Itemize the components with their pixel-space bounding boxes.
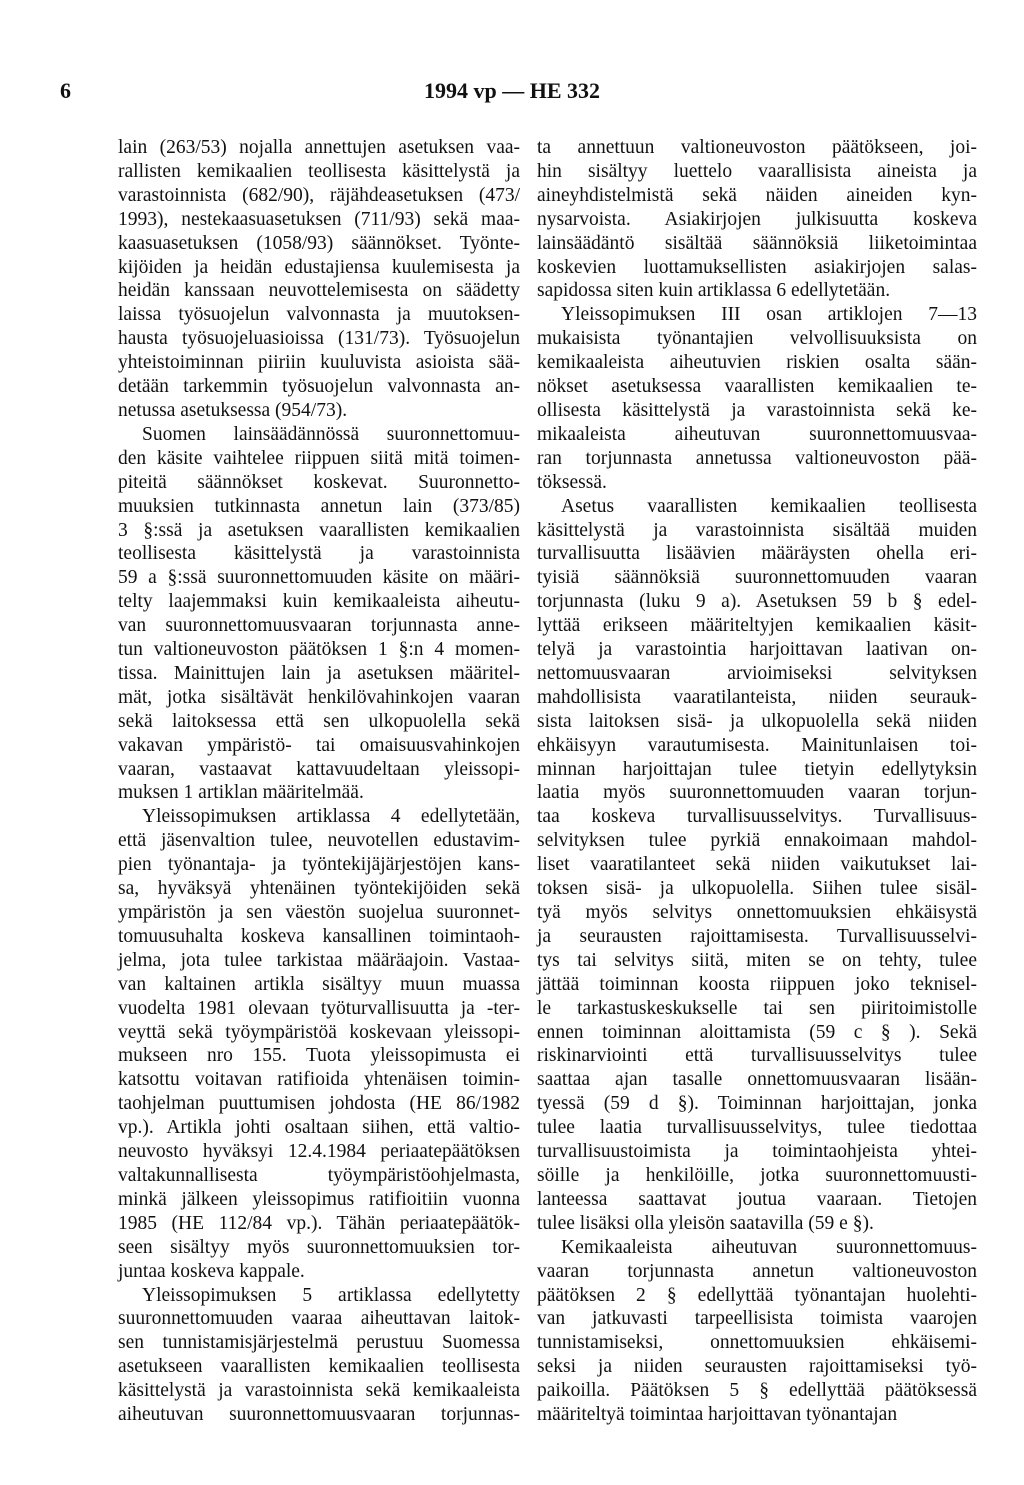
text-line: turvallisuustoimista ja toimintaohjeista yhtei- [537, 1141, 977, 1163]
text-line: ehkäisyyn varautumisesta. Mainitunlaisen toi- [537, 734, 977, 756]
text-line: lain (263/53) nojalla annettujen asetuksen vaa- [118, 137, 520, 158]
text-line: lainsäädäntö sisältää säännöksiä liiketoimintaa [537, 232, 977, 254]
text-line: koskevien luottamuksellisten asiakirjojen salas- [537, 256, 977, 278]
text-line: töksessä. [537, 471, 607, 493]
text-line: piteitä säännökset koskevat. Suuronnetto- [118, 471, 520, 493]
text-line: sa, hyväksyä yhtenäinen työntekijöiden sekä [118, 878, 520, 900]
text-line: mukaisista työnantajien velvollisuuksista on [537, 328, 977, 350]
text-line: suuronnettomuuden vaaraa aiheuttavan laitok- [118, 1308, 520, 1330]
text-line: laissa työsuojelun valvonnasta ja muutoksen- [118, 304, 520, 326]
text-line: 3 §:ssä ja asetuksen vaarallisten kemikaalien [118, 519, 520, 541]
text-line: aiheutuvan suuronnettomuusvaaran torjunnas- [118, 1404, 520, 1426]
text-line: muksen 1 artiklan määritelmää. [118, 782, 364, 804]
text-line: van suuronnettomuusvaaran torjunnasta anne- [118, 615, 520, 637]
text-line: sekä laitoksessa että sen ulkopuolella sekä [118, 710, 520, 732]
text-line: mukseen nro 155. Tuota yleissopimusta ei [118, 1045, 520, 1067]
text-line: käsittelystä ja varastoinnista sekä kemikaaleista [118, 1380, 520, 1402]
text-line: yhteistoiminnan piiriin kuuluvista asioista sää- [118, 352, 520, 374]
text-line: jelma, jota tulee tarkistaa määräajoin. Vastaa- [118, 949, 520, 971]
text-line: veyttä sekä työympäristöä koskevaan yleissopi- [118, 1021, 520, 1043]
text-line: sapidossa siten kuin artiklassa 6 edellytetään. [537, 280, 891, 302]
text-line: ollisesta käsittelystä ja varastoinnista sekä ke- [537, 399, 977, 421]
text-line: sen tunnistamisjärjestelmä perustuu Suomessa [118, 1332, 520, 1354]
text-line: varastoinnista (682/90), räjähdeasetuksen (473/ [118, 184, 520, 206]
text-line: mikaaleista aiheutuvan suuronnettomuusvaa- [537, 423, 977, 445]
text-line: ran torjunnasta annetussa valtioneuvoston pää- [537, 447, 977, 469]
text-line: juntaa koskeva kappale. [118, 1260, 305, 1282]
text-line: tunnistamiseksi, onnettomuuksien ehkäisemi- [537, 1332, 977, 1354]
text-line: neuvosto hyväksyi 12.4.1984 periaatepäätöksen [118, 1141, 520, 1163]
text-line: käsittelystä ja varastoinnista sisältää muiden [537, 519, 977, 541]
text-line: Yleissopimuksen 5 artiklassa edellytetty [142, 1284, 520, 1306]
text-line: mät, jotka sisältävät henkilövahinkojen vaaran [118, 686, 520, 708]
text-line: vp.). Artikla johti osaltaan siihen, että valtio- [118, 1117, 520, 1139]
text-line: kijöiden ja heidän edustajiensa kuulemisesta ja [118, 256, 520, 278]
text-line: lanteessa saattavat joutua vaaraan. Tietojen [537, 1188, 977, 1210]
text-line: 1985 (HE 112/84 vp.). Tähän periaatepäätök- [118, 1212, 520, 1234]
text-line: turvallisuutta lisäävien määräysten ohella eri- [537, 543, 977, 565]
text-line: katsottu voitavan ratifioida yhtenäisen toimin- [118, 1069, 520, 1091]
text-line: laatia myös suuronnettomuuden vaaran torjun- [537, 782, 977, 804]
text-line: jättää toiminnan koosta riippuen joko teknisel- [537, 973, 977, 995]
text-line: söille ja henkilöille, jotka suuronnettomuusti- [537, 1164, 977, 1186]
text-line: minnan harjoittajan tulee tietyin edellytyksin [537, 758, 977, 780]
text-line: kemikaaleista aiheutuvien riskien osalta sään- [537, 352, 977, 374]
text-line: netussa asetuksessa (954/73). [118, 399, 348, 421]
text-line: telyä ja varastointia harjoittavan laativan on- [537, 639, 977, 661]
text-line: tyä myös selvitys onnettomuuksien ehkäisystä [537, 902, 977, 923]
text-line: liset vaaratilanteet sekä niiden vaikutukset lai- [537, 854, 977, 876]
text-line: vaaran, vastaavat kattavuudeltaan yleissopi- [118, 758, 520, 780]
text-line: toksen sisä- ja ulkopuolella. Siihen tulee sisäl- [537, 878, 977, 900]
text-line: nysarvoista. Asiakirjojen julkisuutta koskeva [537, 208, 977, 230]
text-line: pien työnantaja- ja työntekijäjärjestöjen kans- [118, 854, 520, 876]
text-line: heidän kanssaan neuvottelemisesta on säädetty [118, 280, 520, 302]
left-text-column [118, 136, 520, 1427]
text-line: seksi ja niiden seurausten rajoittamiseksi työ- [537, 1356, 977, 1378]
text-line: tomuusuhalta koskeva kansallinen toimintaoh- [118, 925, 520, 947]
text-line: valtakunnallisesta työympäristöohjelmasta, [118, 1164, 520, 1186]
text-line: mahdollisista vaaratilanteista, niiden seurauk- [537, 686, 977, 708]
text-line: Suomen lainsäädännössä suuronnettomuu- [142, 423, 520, 445]
text-line: 59 a §:ssä suuronnettomuuden käsite on määri- [118, 567, 520, 589]
text-line: ja seurausten rajoittamisesta. Turvallisuusselvi- [537, 925, 977, 947]
text-line: ta annettuun valtioneuvoston päätökseen, joi- [537, 137, 977, 158]
text-line: sista laitoksen sisä- ja ulkopuolella sekä niiden [537, 710, 977, 732]
text-line: ympäristön ja sen väestön suojelua suuronnet- [118, 902, 520, 923]
text-line: tys tai selvitys siitä, miten se on tehty, tulee [537, 949, 977, 971]
right-text-column [537, 136, 977, 1427]
text-line: nettomuusvaaran arvioimiseksi selvityksen [537, 662, 977, 684]
text-line: riskinarviointi että turvallisuusselvitys tulee [537, 1045, 977, 1067]
text-line: den käsite vaihtelee riippuen siitä mitä toimen- [118, 447, 520, 469]
text-line: le tarkastuskeskukselle tai sen piiritoimistolle [537, 997, 977, 1019]
text-line: asetukseen vaarallisten kemikaalien teollisesta [118, 1356, 520, 1378]
text-line: määriteltyä toimintaa harjoittavan työnantajan [537, 1404, 898, 1426]
text-line: detään tarkemmin työsuojelun valvonnasta an- [118, 376, 520, 398]
text-line: tulee laatia turvallisuusselvitys, tulee tiedottaa [537, 1117, 977, 1139]
text-line: vakavan ympäristö- tai omaisuusvahinkojen [118, 734, 520, 756]
text-line: hin sisältyy luettelo vaarallisista aineista ja [537, 160, 977, 182]
text-line: että jäsenvaltion tulee, neuvotellen edustavim- [118, 830, 520, 852]
text-line: taohjelman puuttumisen johdosta (HE 86/1982 [118, 1093, 520, 1115]
running-head: 1994 vp — HE 332 [423, 78, 601, 103]
text-line: Asetus vaarallisten kemikaalien teollisesta [561, 495, 977, 517]
text-line: telty laajemmaksi kuin kemikaaleista aiheutu- [118, 591, 520, 613]
text-line: hausta työsuojeluasioissa (131/73). Työsuojelun [118, 328, 520, 350]
text-line: muuksien tutkinnasta annetun lain (373/85) [118, 495, 520, 517]
text-line: ennen toiminnan aloittamista (59 c § ). Sekä [537, 1021, 977, 1043]
text-line: minkä jälkeen yleissopimus ratifioitiin vuonna [118, 1188, 520, 1210]
text-line: teollisesta käsittelystä ja varastoinnista [118, 543, 520, 565]
text-line: tun valtioneuvoston päätöksen 1 §:n 4 momen- [118, 639, 520, 661]
text-line: lyttää erikseen määriteltyjen kemikaalien käsit- [537, 615, 977, 637]
text-line: päätöksen 2 § edellyttää työnantajan huolehti- [537, 1284, 977, 1306]
text-line: aineyhdistelmistä sekä näiden aineiden kyn- [537, 184, 977, 206]
text-line: torjunnasta (luku 9 a). Asetuksen 59 b § edel- [537, 591, 977, 613]
text-line: van kaltainen artikla sisältyy muun muassa [118, 973, 520, 995]
text-line: seen sisältyy myös suuronnettomuuksien tor- [118, 1236, 520, 1258]
text-line: 1993), nestekaasuasetuksen (711/93) sekä maa- [118, 208, 520, 230]
text-line: tissa. Mainittujen lain ja asetuksen määritel- [118, 662, 520, 684]
text-line: selvityksen tulee pyrkiä ennakoimaan mahdol- [537, 830, 977, 852]
text-line: van jatkuvasti tarpeellisista toimista vaarojen [537, 1308, 977, 1330]
text-line: tyisiä säännöksiä suuronnettomuuden vaaran [537, 567, 977, 589]
text-line: tyessä (59 d §). Toiminnan harjoittajan, jonka [537, 1093, 977, 1115]
page-number: 6 [60, 78, 71, 103]
text-line: vuodelta 1981 olevaan työturvallisuutta ja -ter- [118, 997, 520, 1019]
text-line: vaaran torjunnasta annetun valtioneuvoston [537, 1260, 977, 1282]
text-line: kaasuasetuksen (1058/93) säännökset. Työnte- [118, 232, 520, 254]
text-line: rallisten kemikaalien teollisesta käsittelystä ja [118, 160, 520, 182]
text-line: saattaa ajan tasalle onnettomuusvaaran lisään- [537, 1069, 977, 1091]
text-line: Yleissopimuksen artiklassa 4 edellytetään, [142, 806, 520, 828]
text-line: Kemikaaleista aiheutuvan suuronnettomuus- [561, 1236, 977, 1258]
text-line: taa koskeva turvallisuusselvitys. Turvallisuus- [537, 806, 977, 828]
text-line: paikoilla. Päätöksen 5 § edellyttää päätöksessä [537, 1380, 977, 1402]
text-line: tulee lisäksi olla yleisön saatavilla (59 e §). [537, 1212, 874, 1234]
text-line: nökset asetuksessa vaarallisten kemikaalien te- [537, 376, 977, 398]
text-line: Yleissopimuksen III osan artiklojen 7—13 [561, 304, 977, 326]
